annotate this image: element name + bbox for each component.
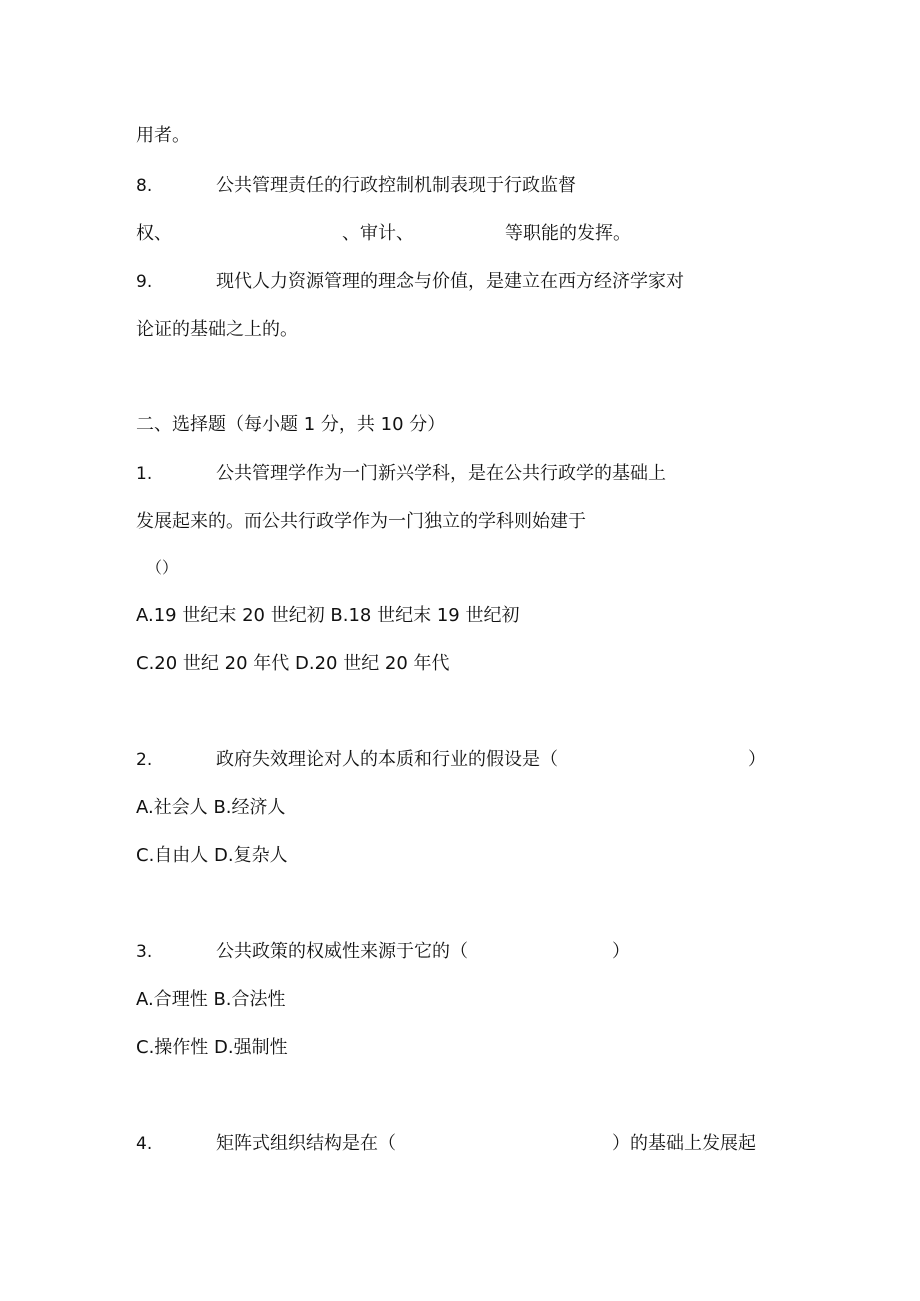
section2-title: 二、选择题（每小题 1 分，共 10 分）: [136, 414, 446, 435]
mc3-options-ab: A.合理性 B.合法性: [136, 989, 286, 1010]
q7-tail-text: 用者。: [136, 125, 190, 146]
mc1-answer-paren: （）: [146, 558, 179, 577]
mc2-text: 政府失效理论对人的本质和行业的假设是（: [216, 749, 558, 770]
q8-text: 公共管理责任的行政控制机制表现于行政监督: [216, 175, 576, 196]
mc4-paren-close: ）的基础上发展起: [612, 1133, 756, 1154]
q8-line2-part-b: 、审计、: [342, 223, 414, 244]
mc1-options-cd: C.20 世纪 20 年代 D.20 世纪 20 年代: [136, 653, 450, 674]
mc4-text: 矩阵式组织结构是在（: [216, 1133, 396, 1154]
q9-number: 9.: [136, 272, 153, 292]
mc3-options-cd: C.操作性 D.强制性: [136, 1037, 288, 1058]
mc3-text: 公共政策的权威性来源于它的（: [216, 941, 468, 962]
mc1-number: 1.: [136, 464, 153, 484]
mc4-number: 4.: [136, 1134, 153, 1154]
q9-text: 现代人力资源管理的理念与价值，是建立在西方经济学家对: [216, 271, 684, 292]
mc1-options-ab: A.19 世纪末 20 世纪初 B.18 世纪末 19 世纪初: [136, 605, 520, 626]
mc1-line2: 发展起来的。而公共行政学作为一门独立的学科则始建于: [136, 511, 586, 532]
mc3-paren-close: ）: [612, 941, 630, 962]
mc1-line1: 公共管理学作为一门新兴学科，是在公共行政学的基础上: [216, 463, 666, 484]
q9-line2: 论证的基础之上的。: [136, 319, 298, 340]
q8-line2-part-c: 等职能的发挥。: [505, 223, 631, 244]
mc3-number: 3.: [136, 942, 153, 962]
mc2-number: 2.: [136, 750, 153, 770]
q8-number: 8.: [136, 176, 153, 196]
q8-line2-part-a: 权、: [136, 223, 172, 244]
mc2-paren-close: ）: [748, 749, 766, 770]
mc2-options-cd: C.自由人 D.复杂人: [136, 845, 288, 866]
mc2-options-ab: A.社会人 B.经济人: [136, 797, 286, 818]
